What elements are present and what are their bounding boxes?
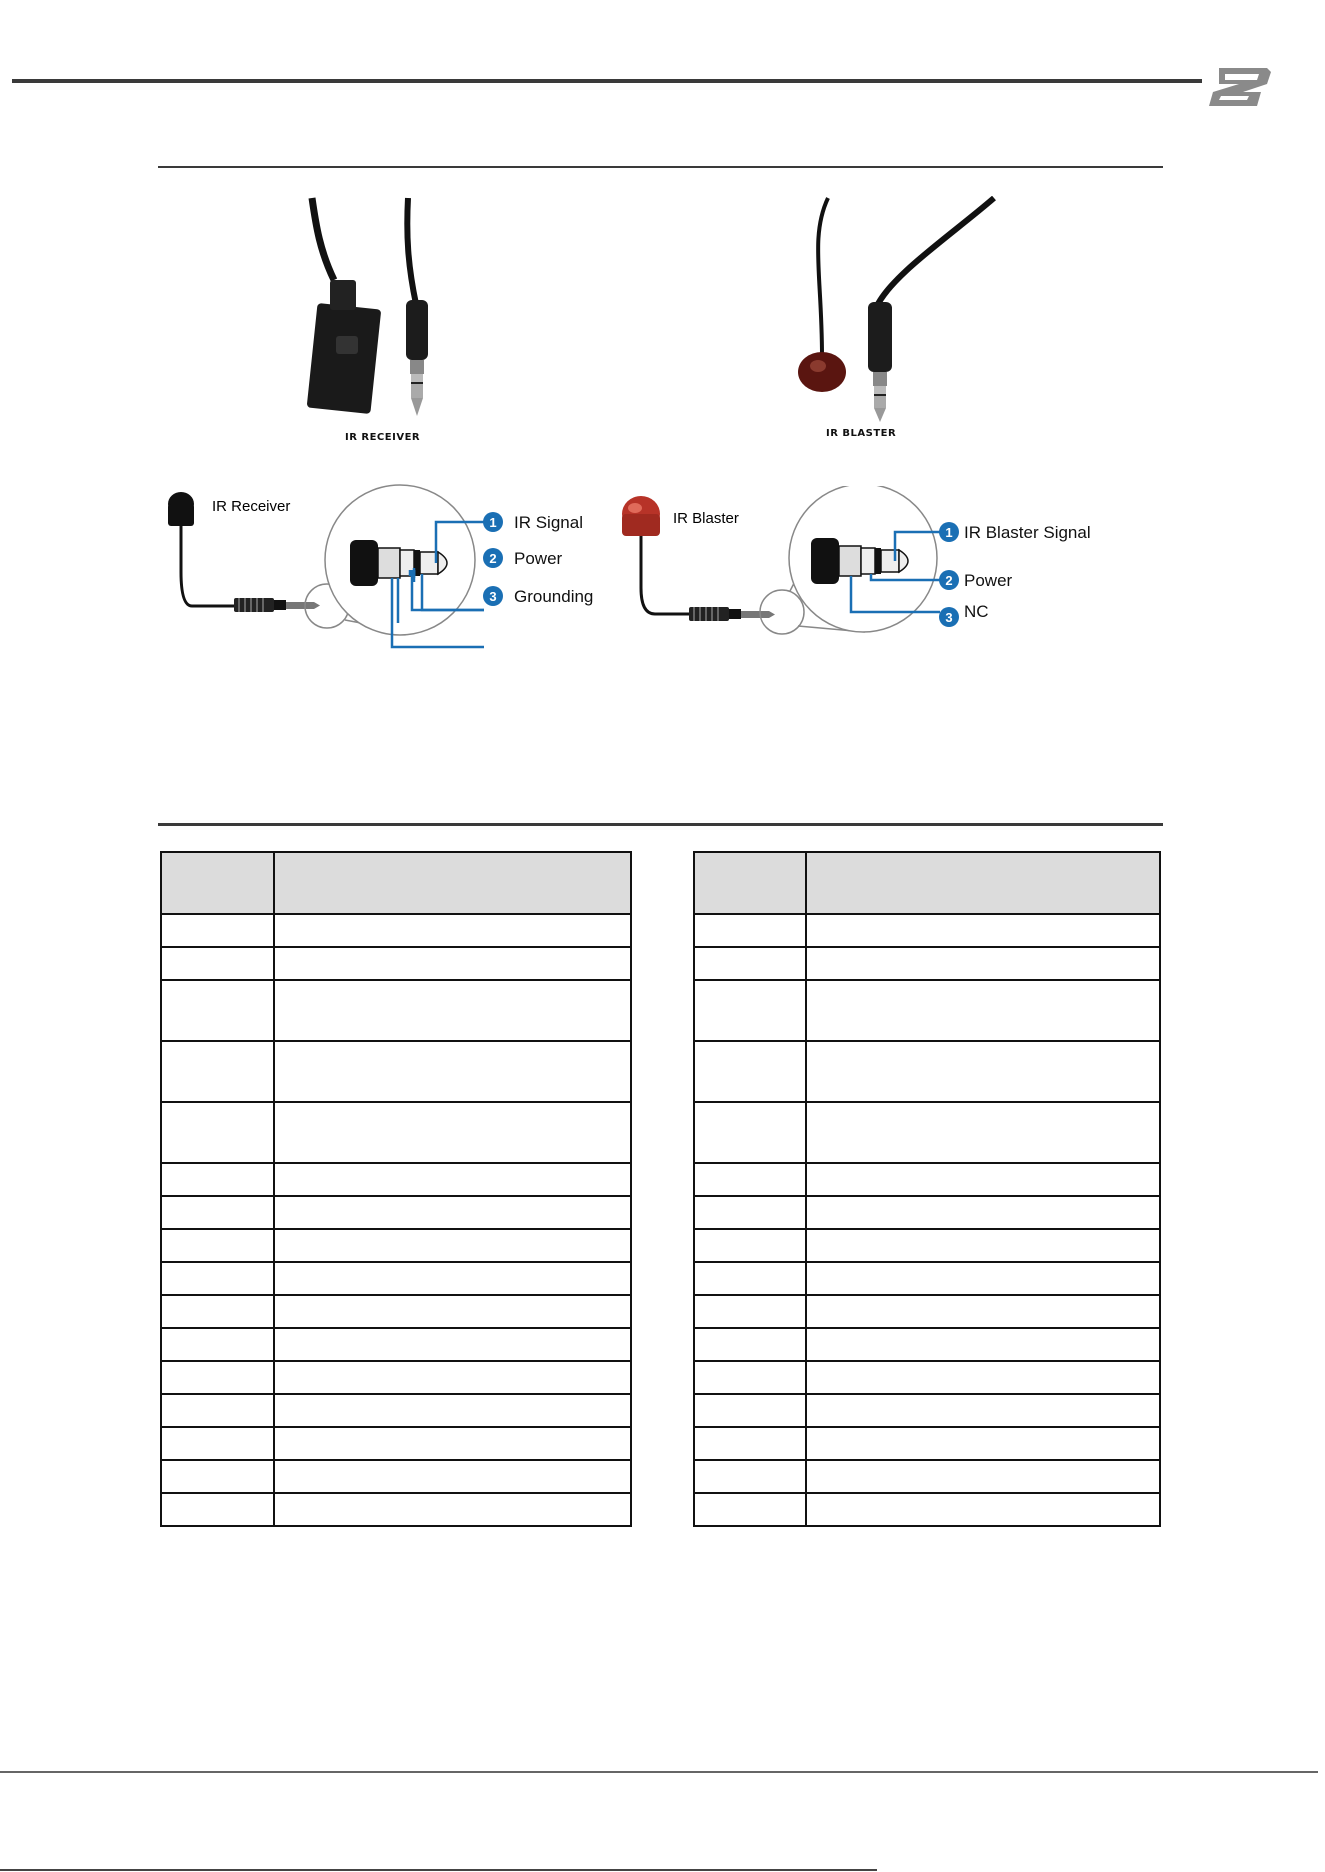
table-cell-label: [694, 1328, 806, 1361]
table-cell-label: [694, 1427, 806, 1460]
table-row: [694, 1229, 1160, 1262]
table-cell-label: [161, 1229, 274, 1262]
table-row: [694, 1041, 1160, 1102]
table-cell-label: [694, 852, 806, 914]
receiver-pin-1-label: IR Signal: [514, 513, 583, 532]
table-cell-label: [694, 914, 806, 947]
spec-table-left-body: [161, 852, 631, 1526]
table-cell-label: [161, 1460, 274, 1493]
table-cell-value: [274, 1196, 631, 1229]
ir-blaster-diagram-label: IR Blaster: [673, 510, 739, 527]
table-row: [161, 1196, 631, 1229]
table-row: [161, 1102, 631, 1163]
table-cell-value: [274, 1427, 631, 1460]
table-cell-label: [161, 947, 274, 980]
table-cell-label: [161, 914, 274, 947]
table-row: [161, 1460, 631, 1493]
table-row: [694, 1460, 1160, 1493]
table-cell-value: [806, 1460, 1160, 1493]
table-cell-value: [806, 1041, 1160, 1102]
receiver-pin-1: [483, 512, 583, 532]
blaster-pin-2-number: 2: [945, 573, 953, 588]
table-cell-label: [161, 1163, 274, 1196]
table-row: [161, 1328, 631, 1361]
spec-table-right-body: [694, 852, 1160, 1526]
table-cell-label: [694, 1460, 806, 1493]
table-cell-label: [694, 1394, 806, 1427]
spec-table-right: [693, 851, 1161, 1527]
table-row: [694, 1328, 1160, 1361]
ir-receiver-caption: IR RECEIVER: [345, 432, 421, 443]
table-cell-value: [806, 1394, 1160, 1427]
receiver-pin-3: [483, 586, 593, 606]
table-row: [694, 1361, 1160, 1394]
table-cell-value: [806, 947, 1160, 980]
table-cell-label: [694, 1493, 806, 1526]
table-cell-label: [161, 980, 274, 1041]
table-row: [161, 1262, 631, 1295]
table-row: [694, 1262, 1160, 1295]
table-cell-label: [161, 852, 274, 914]
table-row: [694, 914, 1160, 947]
table-cell-value: [274, 1394, 631, 1427]
table-row: [161, 1295, 631, 1328]
blaster-pin-1: [939, 522, 1091, 542]
table-cell-label: [161, 1102, 274, 1163]
ir-receiver-diagram-label: IR Receiver: [212, 498, 291, 515]
table-cell-label: [161, 1493, 274, 1526]
blaster-pin-1-number: 1: [945, 525, 953, 540]
table-cell-value: [274, 1295, 631, 1328]
table-header-row: [694, 852, 1160, 914]
table-row: [161, 1041, 631, 1102]
table-row: [161, 980, 631, 1041]
table-cell-label: [161, 1295, 274, 1328]
table-cell-value: [274, 1229, 631, 1262]
table-cell-value: [274, 1361, 631, 1394]
brand-logo-icon: [1205, 62, 1275, 112]
table-row: [161, 1493, 631, 1526]
table-cell-value: [274, 980, 631, 1041]
table-cell-label: [694, 1295, 806, 1328]
receiver-pin-3-label: Grounding: [514, 587, 594, 606]
table-row: [161, 1229, 631, 1262]
table-row: [161, 1427, 631, 1460]
receiver-pin-3-number: 3: [489, 589, 497, 604]
blaster-pin-3-label: NC: [964, 602, 989, 621]
table-cell-value: [274, 947, 631, 980]
table-cell-value: [806, 1229, 1160, 1262]
table-cell-value: [806, 1102, 1160, 1163]
table-cell-value: [806, 1493, 1160, 1526]
table-cell-value: [274, 1163, 631, 1196]
table-row: [161, 1394, 631, 1427]
table-cell-value: [806, 1262, 1160, 1295]
table-cell-value: [274, 1262, 631, 1295]
table-row: [161, 914, 631, 947]
receiver-pin-2: [483, 548, 563, 568]
table-cell-label: [161, 1328, 274, 1361]
footer-rule: [0, 1771, 1318, 1773]
table-cell-label: [694, 1163, 806, 1196]
table-row: [161, 1163, 631, 1196]
table-cell-value: [274, 1102, 631, 1163]
ir-receiver-photo: [290, 196, 480, 432]
table-cell-value: [806, 1196, 1160, 1229]
table-row: [694, 1295, 1160, 1328]
table-row: [694, 947, 1160, 980]
footer-underline: [0, 1869, 877, 1871]
table-cell-value: [806, 1427, 1160, 1460]
table-cell-value: [806, 1361, 1160, 1394]
table-cell-value: [806, 1295, 1160, 1328]
table-cell-label: [161, 1262, 274, 1295]
section-rule-tables: [158, 823, 1163, 826]
table-cell-label: [161, 1041, 274, 1102]
table-row: [694, 1394, 1160, 1427]
table-row: [694, 980, 1160, 1041]
receiver-pin-1-number: 1: [489, 515, 497, 530]
table-row: [694, 1102, 1160, 1163]
blaster-pin-3-number: 3: [945, 610, 953, 625]
table-cell-value: [806, 1328, 1160, 1361]
table-cell-value: [806, 914, 1160, 947]
table-cell-label: [161, 1361, 274, 1394]
table-cell-label: [694, 1229, 806, 1262]
table-cell-label: [694, 1041, 806, 1102]
table-cell-value: [274, 1460, 631, 1493]
blaster-pin-3: [939, 602, 989, 627]
table-row: [161, 947, 631, 980]
table-cell-value: [274, 914, 631, 947]
blaster-pin-1-label: IR Blaster Signal: [964, 523, 1091, 542]
table-row: [694, 1163, 1160, 1196]
table-cell-label: [694, 980, 806, 1041]
receiver-pin-2-number: 2: [489, 551, 497, 566]
table-row: [161, 1361, 631, 1394]
table-cell-value: [806, 980, 1160, 1041]
table-cell-value: [274, 1328, 631, 1361]
table-row: [694, 1493, 1160, 1526]
table-cell-label: [694, 947, 806, 980]
table-row: [694, 1427, 1160, 1460]
spec-table-left: [160, 851, 632, 1527]
table-cell-label: [694, 1102, 806, 1163]
table-cell-label: [694, 1361, 806, 1394]
receiver-pin-2-label: Power: [514, 549, 563, 568]
table-cell-value: [274, 852, 631, 914]
ir-blaster-photo: [780, 196, 1010, 426]
table-cell-label: [694, 1196, 806, 1229]
table-cell-label: [161, 1427, 274, 1460]
table-cell-value: [274, 1493, 631, 1526]
table-header-row: [161, 852, 631, 914]
table-row: [694, 1196, 1160, 1229]
table-cell-value: [806, 852, 1160, 914]
ir-blaster-caption: IR BLASTER: [826, 428, 897, 439]
table-cell-label: [161, 1196, 274, 1229]
header-rule: [12, 79, 1202, 83]
section-rule-top: [158, 166, 1163, 168]
table-cell-label: [161, 1394, 274, 1427]
blaster-pin-2-label: Power: [964, 571, 1013, 590]
table-cell-value: [274, 1041, 631, 1102]
blaster-pin-2: [939, 570, 1013, 590]
table-cell-label: [694, 1262, 806, 1295]
table-cell-value: [806, 1163, 1160, 1196]
